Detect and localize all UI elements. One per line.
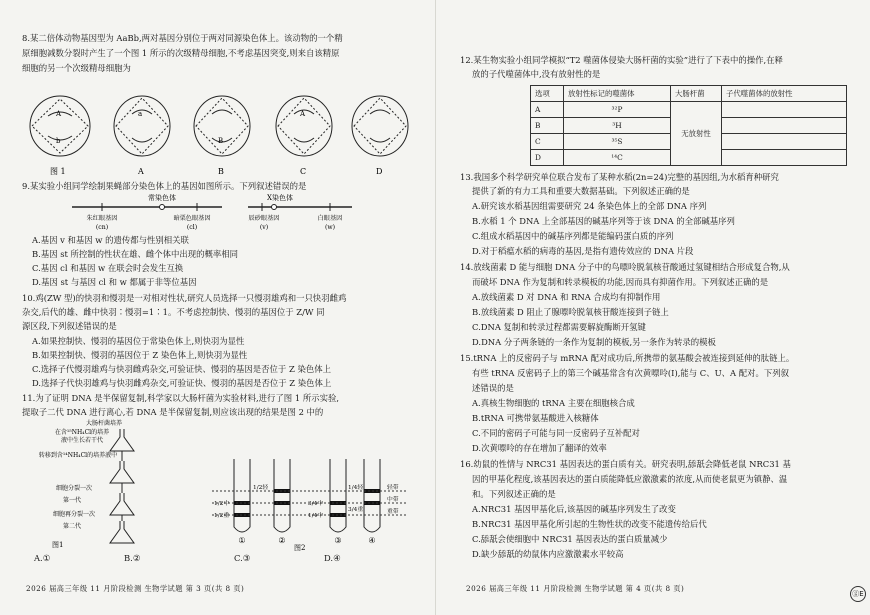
q10-option-d: D.选择子代快羽雄鸡与快羽雌鸡杂交,可验证快、慢羽的基因是否位于 Z 染色体上 (32, 378, 332, 388)
flask-label-2: 在含¹⁵NH₄Cl的培养 (54, 429, 110, 436)
chromosome-label-x: X染色体 (267, 194, 293, 202)
q10-option-b: B.如果控制快、慢羽的基因位于 Z 染色体上,则快羽为显性 (32, 350, 248, 360)
q15-line-3: 述错误的是 (472, 383, 514, 393)
q8-line-3: 细胞的另一个次级精母细胞为 (22, 63, 131, 73)
gene-4-name: 白眼基因 (317, 215, 343, 222)
fig1-caption: 图1 (52, 541, 64, 549)
tube-4-mark-heavy: 3/4重 (348, 507, 364, 513)
choice-a-gene: a (138, 110, 143, 118)
x-centromere (272, 205, 277, 210)
choice-b-cell (194, 96, 250, 156)
row-a-label: ³²P (564, 102, 671, 118)
band-label-mid: 中带 (387, 497, 399, 503)
tube-3-mark-heavy: 1/4中 (308, 513, 324, 519)
row-a-result (722, 102, 847, 118)
band-label-heavy: 重带 (387, 509, 399, 515)
left-page-footer: 2026 届高三年级 11 月阶段检测 生物学试题 第 3 页(共 8 页) (26, 584, 245, 593)
flask-3 (110, 493, 134, 515)
choice-d-letter: D (376, 167, 383, 176)
q11-option-b: B.② (124, 553, 141, 563)
row-d-option: D (531, 150, 564, 166)
q16-line-3: 和。下列叙述正确的是 (472, 489, 556, 499)
q16-line-2: 因的甲基化程度,该基因表达的蛋白质能降低应激激素的浓度,从而使老鼠更为镇静、温 (472, 474, 788, 484)
q12-line-1: 12.某生物实验小组同学模拟“T2 噬菌体侵染大肠杆菌的实验”进行了下表中的操作,在释 (460, 55, 783, 65)
choice-c-gene: A (300, 110, 306, 118)
right-page-footer: 2026 届高三年级 11 月阶段检测 生物学试题 第 4 页(共 8 页) (466, 584, 685, 593)
flask-label-5: 细胞分裂一次 (55, 485, 93, 492)
q8-line-2: 原细胞减数分裂时产生了一个图 1 所示的次级精母细胞,不考虑基因突变,则来自该精原 (22, 48, 340, 58)
q16-option-b: B.NRC31 基因甲基化所引起的生物性状的改变不能遗传给后代 (472, 519, 707, 529)
row-b-result (722, 118, 847, 134)
choice-a-cell (114, 96, 170, 156)
fig1-cell (30, 96, 90, 156)
q13-option-c: C.组成水稻基因中的碱基序列都是能编码蛋白质的序列 (472, 231, 674, 241)
fig2-caption: 图2 (294, 544, 306, 552)
choice-b-letter: B (218, 167, 224, 176)
q9-option-c: C.基因 cl 和基因 w 在联会时会发生互换 (32, 263, 184, 273)
q13-option-b: B.水稻 1 个 DNA 上全部基因的碱基序列等于该 DNA 的全部碱基序列 (472, 216, 735, 226)
choice-d-cell (352, 96, 408, 156)
row-b-label: ³H (564, 118, 671, 134)
tube-3-number: ③ (334, 536, 342, 545)
q11-figures (12, 417, 417, 552)
gene-1-symbol: (cn) (95, 224, 109, 231)
choice-c-letter: C (300, 167, 307, 176)
q16-option-d: D.缺少舔舐的幼鼠体内应激激素水平较高 (472, 549, 624, 559)
q15-option-c: C.不同的密码子可能与同一反密码子互补配对 (472, 428, 640, 438)
left-page (12, 0, 417, 615)
row-c-option: C (531, 134, 564, 150)
fig1-label: 图 1 (50, 167, 66, 176)
q11-option-c: C.③ (234, 553, 251, 563)
q10-option-c: C.选择子代慢羽雄鸡与快羽雌鸡杂交,可验证快、慢羽的基因是否位于 Z 染色体上 (32, 364, 331, 374)
q10-option-a: A.如果控制快、慢羽的基因位于常染色体上,则快羽为显性 (32, 336, 245, 346)
flask-label-7: 细胞再分裂一次 (52, 511, 96, 518)
row-c-result (722, 134, 847, 150)
q13-option-d: D.对于稻瘟水稻的病毒的基因,是指有遗传效应的 DNA 片段 (472, 246, 694, 256)
q11-option-a: A.① (34, 553, 51, 563)
tube-1 (234, 459, 250, 532)
q15-option-d: D.次黄嘌呤的存在增加了翻译的效率 (472, 443, 607, 453)
row-c-label: ³⁵S (564, 134, 671, 150)
flask-label-4: 转移到含¹⁴NH₄Cl的培养液中 (38, 452, 118, 459)
tube-2-mark-light: 1/2轻 (253, 485, 269, 491)
tube-3 (330, 459, 346, 532)
q16-line-1: 16.幼鼠的性情与 NRC31 基因表达的蛋白质有关。研究表明,舔舐会降低老鼠 NRC31 基 (460, 459, 791, 469)
band-label-light: 轻带 (387, 485, 399, 491)
q11-line-2: 提取子二代 DNA 进行离心,若 DNA 是半保留复制,则应该出现的结果是图 2 中的 (22, 407, 324, 417)
header-label: 放射性标记的噬菌体 (564, 86, 671, 102)
q9-stem: 9.某实验小组同学绘制果蝇部分染色体上的基因如图所示。下列叙述错误的是 (22, 181, 307, 191)
tube-1-number: ① (238, 536, 246, 545)
autosome-centromere (160, 205, 165, 210)
flask-1 (110, 429, 134, 451)
flask-label-8: 第二代 (62, 523, 82, 530)
q14-line-1: 14.放线菌素 D 能与细胞 DNA 分子中的鸟嘌呤脱氧核苷酸通过氢键相结合形成复合物,从 (460, 262, 790, 272)
q14-option-a: A.放线菌素 D 对 DNA 和 RNA 合成均有抑制作用 (472, 292, 661, 302)
fig1-gene-b: b (56, 137, 61, 145)
tube-2-number: ② (278, 536, 286, 545)
row-d-label: ¹⁴C (564, 150, 671, 166)
q10-line-2: 杂交,后代的雄、雌中快羽∶慢羽=1∶1。不考虑控制快、慢羽的基因位于 Z/W 同 (22, 307, 325, 317)
tube-3-mark-mid: 3/4中 (308, 501, 324, 507)
q14-option-b: B.放线菌素 D 阻止了腺嘌呤脱氧核苷酸连接到子链上 (472, 307, 669, 317)
gene-4-symbol: (w) (324, 224, 336, 231)
page-fold-divider (435, 0, 436, 615)
header-option: 选项 (531, 86, 564, 102)
q14-line-2: 而破坏 DNA 作为复制和转录模板的功能,因而具有抑菌作用。下列叙述正确的是 (472, 277, 769, 287)
tube-1-mark-mid: 1/2中 (214, 501, 230, 507)
q16-option-a: A.NRC31 基因甲基化后,该基因的碱基序列发生了改变 (472, 504, 676, 514)
q13-option-a: A.研究该水稻基因组需要研究 24 条染色体上的全部 DNA 序列 (472, 201, 707, 211)
row-a-option: A (531, 102, 564, 118)
page-badge: ⓖE (850, 586, 866, 602)
q12-table (530, 85, 847, 166)
flask-label-3: 液中生长若干代 (60, 437, 104, 444)
choice-c-cell (276, 96, 332, 156)
q14-option-c: C.DNA 复制和转录过程都需要解旋酶断开氢键 (472, 322, 646, 332)
q10-line-3: 源区段,下列叙述错误的是 (22, 321, 117, 331)
right-page (452, 0, 857, 615)
choice-b-gene: B (218, 137, 224, 145)
gene-3-symbol: (v) (259, 224, 269, 231)
q10-line-1: 10.鸡(ZW 型)的快羽和慢羽是一对相对性状,研究人员选择一只慢羽雄鸡和一只快羽雌鸡 (22, 293, 347, 303)
gene-2-symbol: (cl) (186, 224, 198, 231)
q11-line-1: 11.为了证明 DNA 是半保留复制,科学家以大肠杆菌为实验材料,进行了图 1 所示实验, (22, 393, 339, 403)
flask-label-6: 第一代 (62, 497, 82, 504)
q8-cell-figures (12, 86, 417, 178)
tube-2 (274, 459, 290, 532)
table-header-row (531, 86, 847, 102)
q8-line-1: 8.某二倍体动物基因型为 AaBb,两对基因分别位于两对同源染色体上。该动物的一个精 (22, 33, 343, 43)
q15-option-a: A.真核生物细胞的 tRNA 主要在细胞核合成 (472, 398, 635, 408)
ecoli-cell: 无放射性 (671, 102, 722, 166)
fig1-gene-a: A (56, 110, 62, 118)
row-d-result (722, 150, 847, 166)
choice-a-letter: A (138, 167, 144, 176)
header-result: 子代噬菌体的放射性 (722, 86, 847, 102)
header-ecoli: 大肠杆菌 (671, 86, 722, 102)
row-b-option: B (531, 118, 564, 134)
q14-option-d: D.DNA 分子两条链的一条作为复制的模板,另一条作为转录的模板 (472, 337, 716, 347)
table-row (531, 102, 847, 118)
flask-2 (110, 461, 134, 483)
tube-4-mark-light: 1/4轻 (348, 485, 364, 491)
tube-4 (364, 459, 380, 532)
gene-2-name: 暗栗色眼基因 (173, 215, 211, 222)
q15-line-2: 有些 tRNA 反密码子上的第三个碱基常含有次黄嘌呤(I),能与 C、U、A 配对。下列叙 (472, 368, 789, 378)
q9-option-d: D.基因 st 与基因 cl 和 w 都属于非等位基因 (32, 277, 197, 287)
q15-line-1: 15.tRNA 上的反密码子与 mRNA 配对成功后,所携带的氨基酸会被连接到延伸的肽链上。 (460, 353, 795, 363)
q13-line-1: 13.我国多个科学研究单位联合发布了某种水稻(2n=24)完整的基因组,为水稻育种研究 (460, 172, 779, 182)
q9-option-a: A.基因 v 和基因 w 的遗传都与性别相关联 (32, 235, 189, 245)
q16-option-c: C.舔舐会使细胞中 NRC31 基因表达的蛋白质量减少 (472, 534, 668, 544)
tube-4-number: ④ (368, 536, 376, 545)
flask-4 (110, 521, 134, 543)
tube-1-mark-heavy: 1/2重 (214, 513, 230, 519)
q9-chromosome-figure (12, 193, 417, 233)
q11-option-d: D.④ (324, 553, 341, 563)
q9-option-b: B.基因 st 所控制的性状在雄、雌个体中出现的概率相同 (32, 249, 239, 259)
chromosome-label-autosome: 常染色体 (148, 194, 176, 202)
q12-line-2: 放的子代噬菌体中,没有放射性的是 (472, 69, 601, 79)
q13-line-2: 提供了新的有力工具和重要大数据基础。下列叙述正确的是 (472, 186, 690, 196)
flask-label-1: 大肠杆菌培养 (85, 420, 123, 427)
gene-3-name: 辰砂眼基因 (248, 215, 280, 222)
gene-1-name: 朱红眼基因 (86, 215, 118, 222)
q15-option-b: B.tRNA 可携带氨基酸进入核糖体 (472, 413, 599, 423)
